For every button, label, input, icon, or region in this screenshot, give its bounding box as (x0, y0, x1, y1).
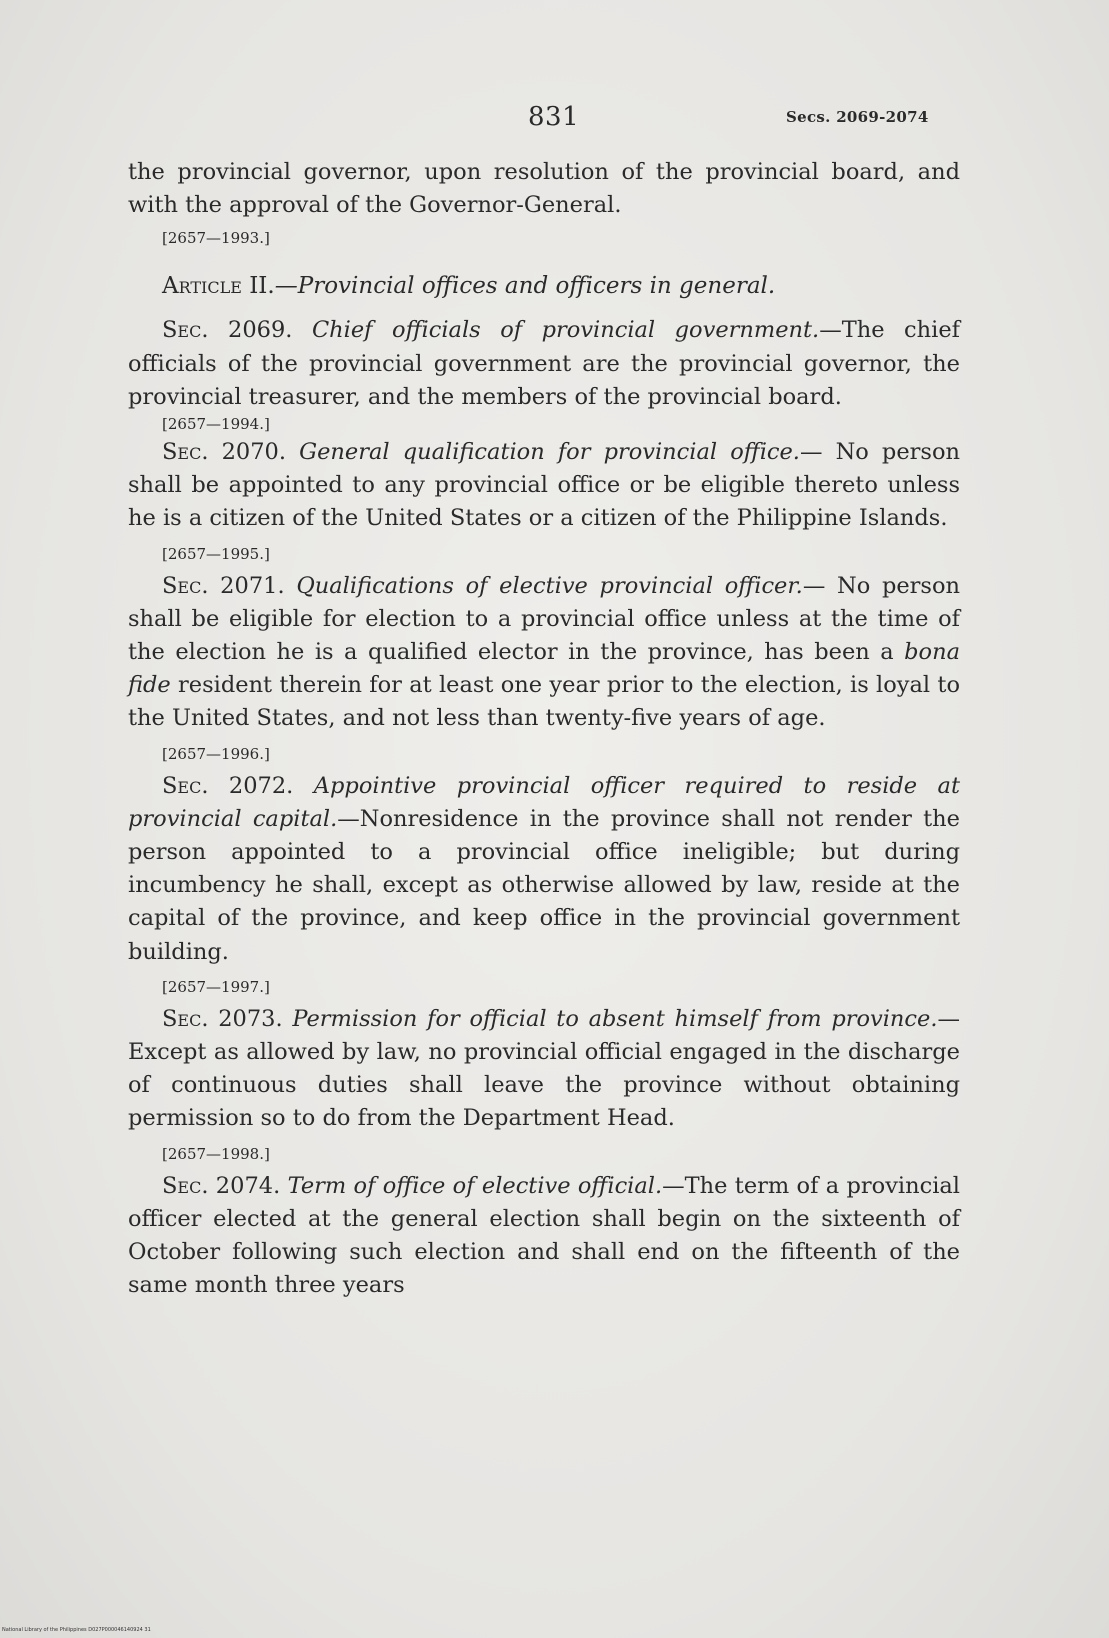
section-2070 (128, 436, 960, 536)
section-2069 (128, 314, 960, 414)
body-text (128, 156, 960, 1302)
section-heading: General qualification for provincial office. (299, 439, 800, 466)
section-label: Sec. 2069. (162, 317, 293, 344)
section-2074 (128, 1170, 960, 1303)
page-header (0, 102, 1109, 142)
section-heading: Qualifications of elective provincial officer. (296, 572, 803, 599)
reference-1995: [2657—1995.] (162, 544, 270, 563)
section-2071 (128, 570, 960, 736)
article-title: —Provincial offices and officers in general. (274, 273, 776, 300)
source-note: National Library of the Philippines D027P000046140924 31 (2, 1627, 151, 1633)
section-body: —Nonresidence in the province shall not render the person appointed to a provincial office ineligible; but during incumbency he shall, except as otherwise allowed by law, reside at the capital of the province, and keep office in the provincial government building. (128, 805, 960, 965)
section-body: — No person shall be appointed to any provincial office or be eligible thereto unless he is a citizen of the United States or a citizen of the Philippine Islands. (128, 439, 960, 532)
section-label: Sec. 2070. (162, 439, 287, 466)
continuation-paragraph: the provincial governor, upon resolution of the provincial board, and with the approval of the Governor-General. (128, 159, 960, 219)
section-2073 (128, 1003, 960, 1136)
reference-1996: [2657—1996.] (162, 744, 270, 763)
reference-1993: [2657—1993.] (162, 229, 270, 248)
reference-1998: [2657—1998.] (162, 1144, 270, 1163)
reference-1994: [2657—1994.] (162, 415, 270, 434)
section-body: —Except as allowed by law, no provincial official engaged in the discharge of continuous duties shall leave the province without obtaining permission so to do from the Department Head. (128, 1005, 960, 1132)
section-label: Sec. 2072. (162, 772, 294, 799)
article-label: Article II. (162, 273, 275, 300)
page-number: 831 (528, 102, 580, 132)
section-2072 (128, 770, 960, 969)
section-heading: Appointive provincial officer required to reside at provincial capital. (128, 772, 960, 832)
section-body: resident therein for at least one year prior to the election, is loyal to the United States, and not less than twenty-five years of age. (128, 672, 960, 732)
section-body: —The term of a provincial officer elected at the general election shall begin on the sixteenth of October following such election and shall end on the fifteenth of the same month three years (128, 1172, 960, 1299)
section-label: Sec. 2073. (162, 1005, 283, 1032)
section-body-italic: bona fide (128, 639, 961, 699)
section-label: Sec. 2071. (162, 572, 285, 599)
section-label: Sec. 2074. (162, 1172, 281, 1199)
reference-1997: [2657—1997.] (162, 977, 270, 996)
sections-range: Secs. 2069-2074 (786, 108, 929, 126)
section-body: — No person shall be eligible for election to a provincial office unless at the time of the election he is a qualified elector in the province, has been a (128, 572, 960, 666)
section-body: —The chief officials of the provincial government are the provincial governor, the provincial treasurer, and the members of the provincial board. (128, 317, 960, 410)
article-heading (128, 270, 960, 302)
section-heading: Permission for official to absent himself from province. (292, 1005, 938, 1032)
section-heading: Term of office of elective official. (287, 1172, 663, 1199)
section-heading: Chief officials of provincial government. (311, 317, 820, 344)
